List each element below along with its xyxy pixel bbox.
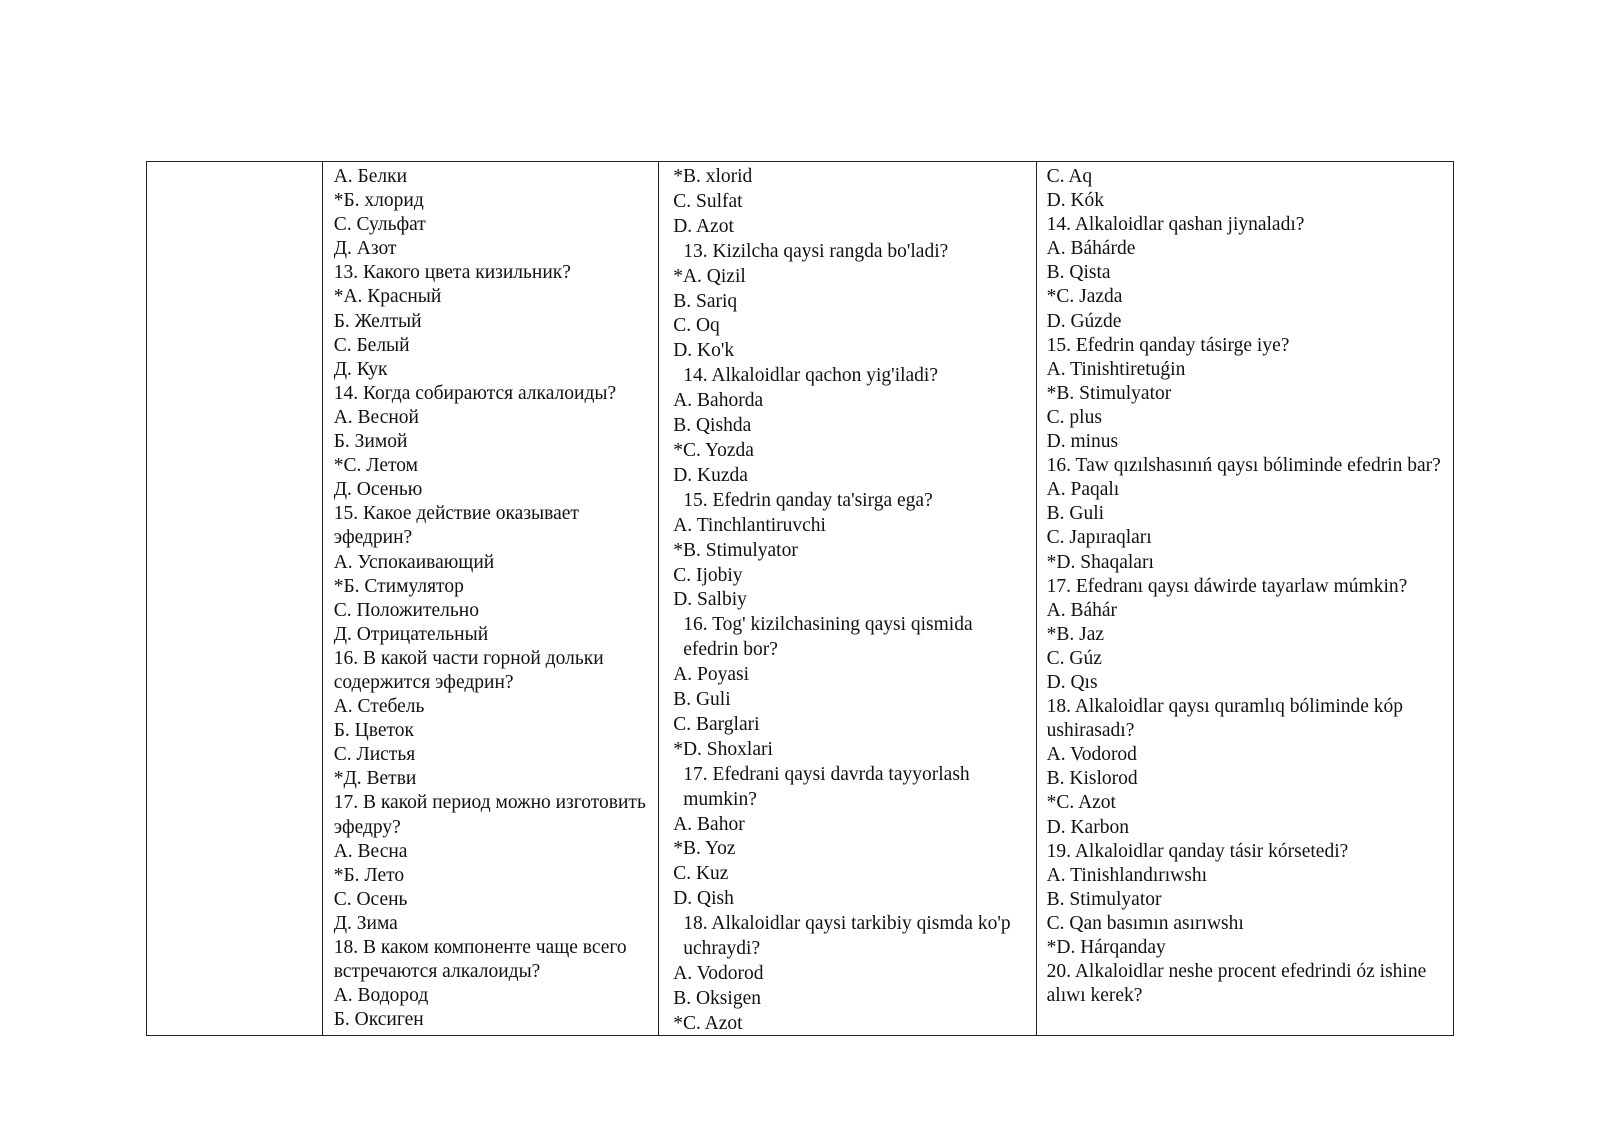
- answer-option: *Б. хлорид: [333, 190, 424, 212]
- answer-option: С. Листья: [333, 744, 416, 766]
- answer-option: *B. Stimulyator: [1046, 382, 1172, 404]
- answer-option: D. minus: [1046, 431, 1119, 453]
- answer-option: А. Весной: [333, 406, 419, 428]
- answer-option: D. Kók: [1046, 190, 1105, 212]
- answer-option: Б. Оксиген: [333, 1009, 424, 1031]
- answer-option: *B. xlorid: [673, 166, 753, 187]
- question-text: 13. Какого цвета кизильник?: [333, 262, 571, 284]
- answer-option: *D. Shoxlari: [673, 738, 773, 760]
- answer-option: А. Стебель: [333, 696, 425, 718]
- answer-option: Б. Желтый: [333, 310, 422, 332]
- answer-option: А. Весна: [333, 840, 408, 862]
- answer-option: A. Báhárde: [1046, 238, 1136, 260]
- answer-option: *C. Yozda: [673, 439, 754, 461]
- answer-option: С. Сульфат: [333, 214, 426, 236]
- answer-option: *C. Azot: [673, 1012, 743, 1034]
- answer-option: A. Paqalı: [1046, 479, 1120, 501]
- question-text: 15. Efedrin qanday tásirge iye?: [1046, 334, 1290, 356]
- answer-option: D. Qıs: [1046, 671, 1098, 693]
- question-text: 16. Tog' kizilchasining qaysi qismida efedrin bor?: [683, 614, 973, 661]
- answer-option: *C. Jazda: [1046, 286, 1123, 308]
- answer-option: A. Poyasi: [673, 664, 750, 686]
- answer-option: D. Salbiy: [673, 589, 747, 611]
- answer-option: А. Успокаивающий: [333, 551, 495, 573]
- question-text: 15. Efedrin qanday ta'sirga ega?: [683, 489, 933, 511]
- answer-option: B. Sariq: [673, 290, 738, 312]
- question-text: 17. Efedranı qaysı dáwirde tayarlaw múmkin?: [1046, 575, 1408, 597]
- answer-option: C. Ijobiy: [673, 564, 743, 586]
- answer-option: *D. Shaqaları: [1046, 551, 1154, 573]
- answer-option: C. Sulfat: [673, 190, 743, 212]
- answer-option: D. Azot: [673, 215, 734, 237]
- answer-option: Д. Зима: [333, 912, 398, 934]
- answer-option: B. Guli: [673, 689, 731, 711]
- answer-option: A. Vodorod: [1046, 744, 1137, 766]
- answer-option: *B. Jaz: [1046, 623, 1105, 645]
- uzbek-column: [659, 162, 1036, 1035]
- question-text: 13. Kizilcha qaysi rangda bo'ladi?: [683, 240, 949, 262]
- question-text: 16. В какой части горной дольки содержится эфедрин?: [333, 647, 604, 693]
- question-text: 17. Efedrani qaysi davrda tayyorlash mumkin?: [683, 763, 970, 810]
- answer-option: A. Tinishlandırıwshı: [1046, 864, 1208, 886]
- karakalpak-column: [1037, 162, 1453, 1035]
- answer-option: A. Bahor: [673, 813, 745, 835]
- question-text: 18. В каком компоненте чаще всего встречаются алкалоиды?: [333, 937, 627, 983]
- question-text: 18. Alkaloidlar qaysi tarkibiy qismda ko'p uchraydi?: [683, 913, 1011, 960]
- answer-option: C. Japıraqları: [1046, 527, 1152, 549]
- answer-option: *C. Azot: [1046, 792, 1116, 814]
- answer-option: A. Tinishtiretuǵin: [1046, 358, 1186, 380]
- answer-option: А. Водород: [333, 985, 429, 1007]
- question-text: 19. Alkaloidlar qanday tásir kórsetedi?: [1046, 840, 1349, 862]
- answer-option: B. Qista: [1046, 262, 1111, 284]
- answer-option: А. Белки: [333, 166, 408, 187]
- answer-option: С. Белый: [333, 334, 410, 356]
- answer-option: *B. Yoz: [673, 838, 736, 860]
- answer-option: C. plus: [1046, 406, 1102, 428]
- empty-column: [147, 162, 323, 1035]
- answer-option: *Б. Лето: [333, 864, 405, 886]
- answer-option: *Д. Ветви: [333, 768, 417, 790]
- answer-option: D. Kuzda: [673, 464, 748, 486]
- answer-option: C. Oq: [673, 315, 720, 337]
- answer-option: B. Qishda: [673, 415, 752, 437]
- answer-option: *B. Stimulyator: [673, 539, 798, 561]
- answer-option: A. Bahorda: [673, 390, 764, 412]
- question-text: 14. Alkaloidlar qachon yig'iladi?: [683, 365, 939, 387]
- answer-option: Б. Зимой: [333, 431, 408, 453]
- answer-option: B. Stimulyator: [1046, 888, 1162, 910]
- answer-option: Д. Кук: [333, 358, 388, 380]
- answer-option: Б. Цветок: [333, 720, 414, 742]
- answer-option: Д. Осенью: [333, 479, 423, 501]
- answer-option: D. Ko'k: [673, 340, 735, 362]
- question-text: 14. Alkaloidlar qashan jiynaladı?: [1046, 214, 1305, 236]
- answer-option: C. Kuz: [673, 863, 729, 885]
- question-text: 15. Какое действие оказывает эфедрин?: [333, 503, 579, 549]
- answer-option: *A. Qizil: [673, 265, 746, 287]
- answer-option: B. Guli: [1046, 503, 1105, 525]
- question-text: 16. Taw qızılshasınıń qaysı bóliminde efedrin bar?: [1046, 455, 1441, 477]
- answer-option: D. Karbon: [1046, 816, 1129, 838]
- answer-option: A. Báhár: [1046, 599, 1118, 621]
- answer-option: B. Kislorod: [1046, 768, 1138, 790]
- answer-option: B. Oksigen: [673, 987, 761, 1009]
- answer-option: C. Qan basımın asırıwshı: [1046, 912, 1244, 934]
- answer-option: A. Vodorod: [673, 963, 764, 984]
- answer-option: С. Осень: [333, 888, 408, 910]
- answer-option: Д. Азот: [333, 238, 397, 260]
- question-text: 17. В какой период можно изготовить эфедру?: [333, 792, 646, 838]
- answer-option: *Б. Стимулятор: [333, 575, 464, 597]
- question-text: 18. Alkaloidlar qaysı quramlıq bóliminde kóp ushirasadı?: [1046, 696, 1404, 742]
- question-text: 14. Когда собираются алкалоиды?: [333, 382, 617, 404]
- question-text: 20. Alkaloidlar neshe procent efedrindi óz ishine alıwı kerek?: [1046, 961, 1427, 1007]
- answer-option: C. Gúz: [1046, 647, 1102, 669]
- answer-option: *А. Красный: [333, 286, 442, 308]
- answer-option: D. Gúzde: [1046, 310, 1122, 332]
- russian-column: [323, 162, 660, 1035]
- answer-option: D. Qish: [673, 888, 734, 910]
- answer-option: C. Barglari: [673, 713, 760, 735]
- answer-option: С. Положительно: [333, 599, 479, 621]
- question-table: [146, 161, 1454, 1036]
- answer-option: *С. Летом: [333, 455, 418, 477]
- answer-option: A. Tinchlantiruvchi: [673, 514, 826, 536]
- answer-option: Д. Отрицательный: [333, 623, 489, 645]
- answer-option: C. Aq: [1046, 166, 1093, 187]
- answer-option: *D. Hárqanday: [1046, 937, 1166, 958]
